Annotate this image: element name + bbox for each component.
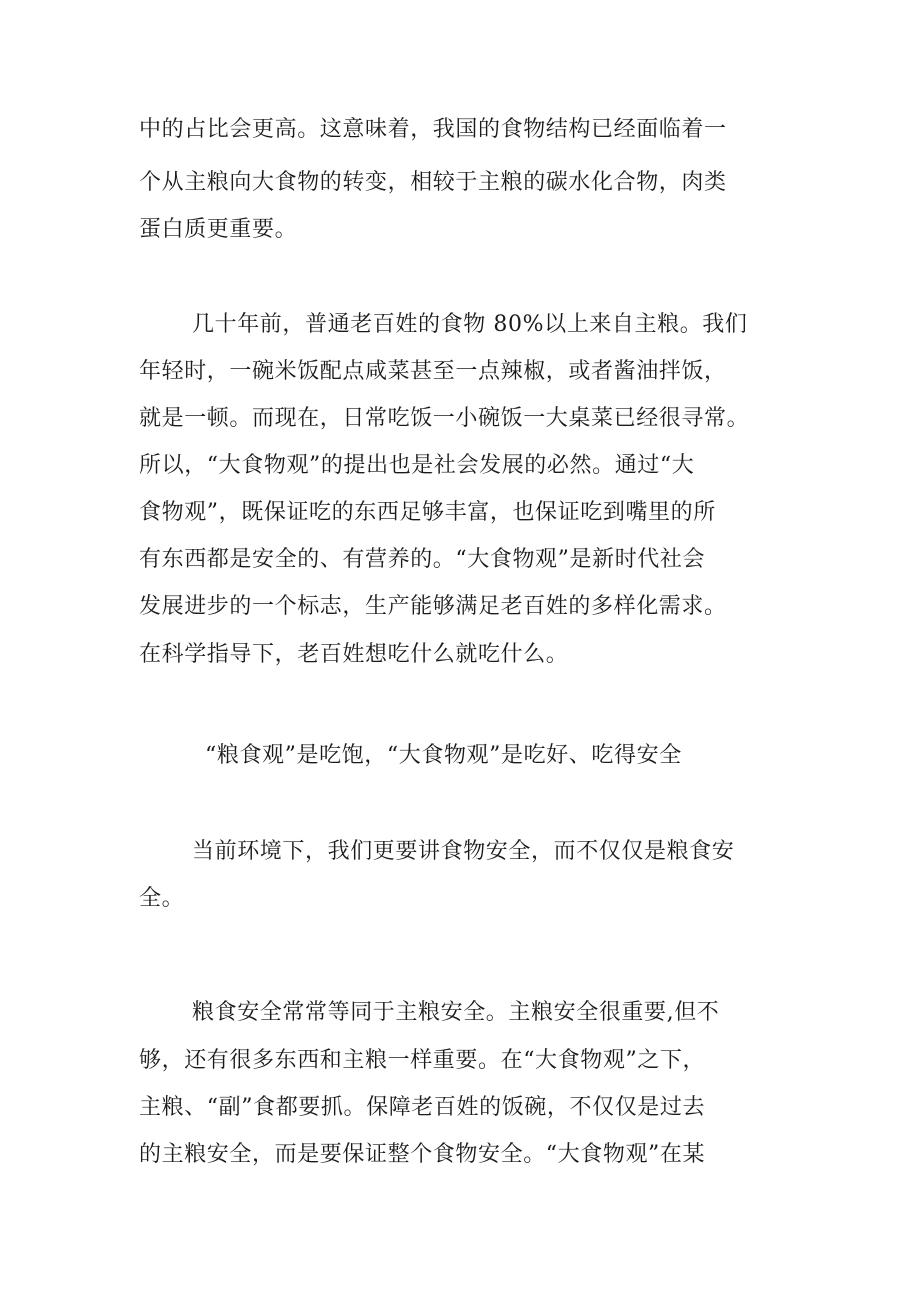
paragraph-line: 食物观”，既保证吃的东西足够丰富，也保证吃到嘴里的所 <box>139 500 716 525</box>
paragraph-line: 主粮、“副”食都要抓。保障老百姓的饭碗，不仅仅是过去 <box>139 1095 706 1120</box>
paragraph-line: 在科学指导下，老百姓想吃什么就吃什么。 <box>139 642 569 667</box>
paragraph-line: 发展进步的一个标志，生产能够满足老百姓的多样化需求。 <box>139 594 727 619</box>
paragraph-line: 几十年前，普通老百姓的食物 80%以上来自主粮。我们 <box>192 312 748 337</box>
paragraph-line: 就是一顿。而现在，日常吃饭一小碗饭一大桌菜已经很寻常。 <box>139 406 750 431</box>
section-heading: “粮食观”是吃饱，“大食物观”是吃好、吃得安全 <box>205 743 682 768</box>
paragraph-line: 蛋白质更重要。 <box>139 217 298 242</box>
paragraph-line: 粮食安全常常等同于主粮安全。主粮安全很重要,但不 <box>192 1000 720 1025</box>
paragraph-line: 中的占比会更高。这意味着，我国的食物结构已经面临着一 <box>139 117 727 142</box>
paragraph-line: 年轻时，一碗米饭配点咸菜甚至一点辣椒，或者酱油拌饭， <box>139 359 727 384</box>
paragraph-line: 个从主粮向大食物的转变，相较于主粮的碳水化合物，肉类 <box>139 170 727 195</box>
paragraph-line: 有东西都是安全的、有营养的。“大食物观”是新时代社会 <box>139 547 706 572</box>
paragraph-line: 全。 <box>139 886 185 911</box>
paragraph-line: 所以，“大食物观”的提出也是社会发展的必然。通过“大 <box>139 453 695 478</box>
paragraph-line: 够，还有很多东西和主粮一样重要。在“大食物观”之下， <box>139 1048 706 1073</box>
paragraph-line: 的主粮安全，而是要保证整个食物安全。“大食物观”在某 <box>139 1142 706 1167</box>
paragraph-line: 当前环境下，我们更要讲食物安全，而不仅仅是粮食安 <box>192 839 735 864</box>
